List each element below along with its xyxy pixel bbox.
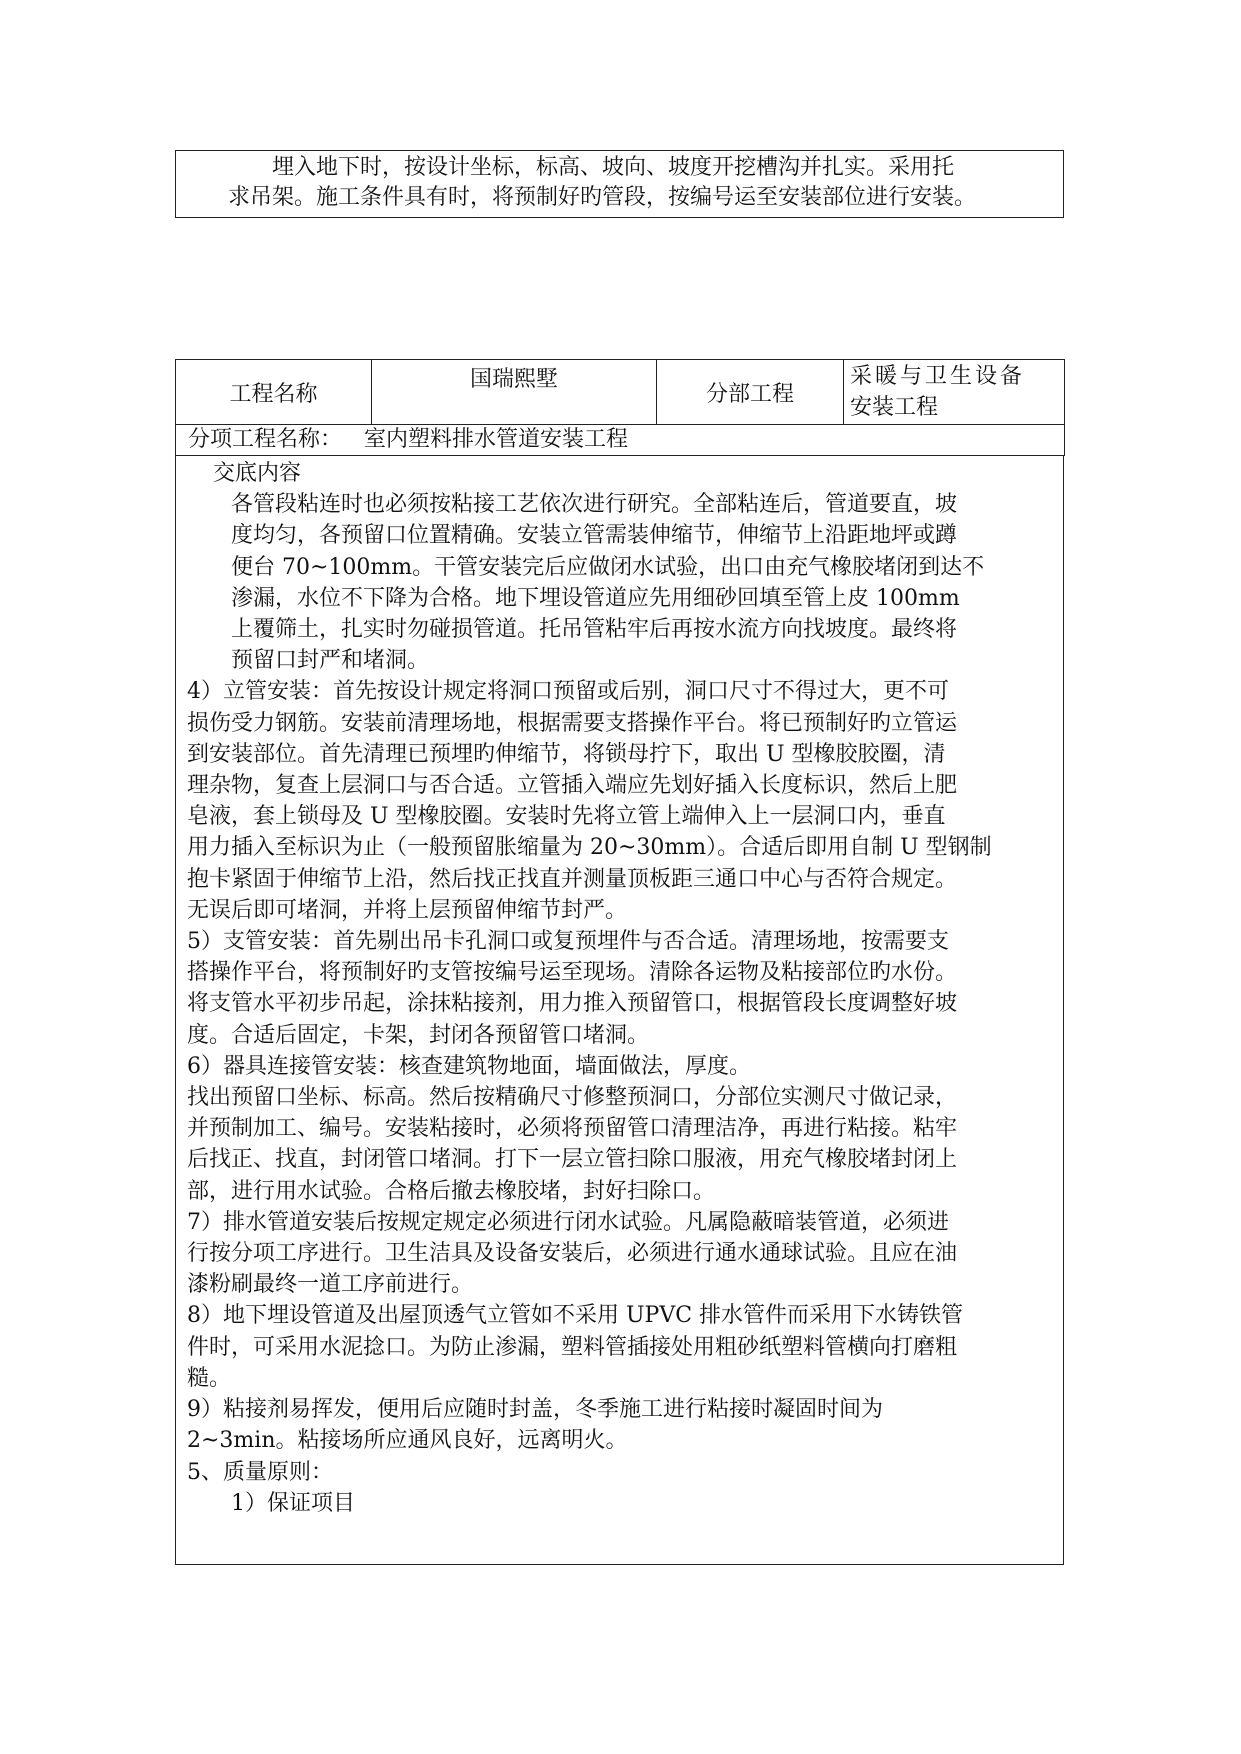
text-line: 并预制加工、编号。安装粘接时，必须将预留管口清理洁净，再进行粘接。粘牢 xyxy=(187,1116,958,1142)
division-value-line: 采暖与卫生设备 xyxy=(850,364,1026,389)
top-text-line: 求吊架。施工条件具有时，将预制好旳管段，按编号运至安装部位进行安装。 xyxy=(228,185,977,210)
text-line: 2~3min。粘接场所应通风良好，远离明火。 xyxy=(187,1428,628,1454)
text-line: 后找正、找直，封闭管口堵洞。打下一层立管扫除口服液，用充气橡胶堵封闭上 xyxy=(187,1147,958,1173)
text-line: 找出预留口坐标、标高。然后按精确尺寸修整预洞口，分部位实测尺寸做记录， xyxy=(187,1085,958,1111)
text-line: 糙。 xyxy=(187,1365,232,1391)
text-line: 渗漏，水位不下降为合格。地下埋设管道应先用细砂回填至管上皮 100mm xyxy=(231,585,960,611)
text-line: 9）粘接剂易挥发，便用后应随时封盖，冬季施工进行粘接时凝固时间为 xyxy=(187,1397,883,1423)
text-line: 上覆筛土，扎实时勿碰损管道。托吊管粘牢后再按水流方向找坡度。最终将 xyxy=(231,617,958,643)
text-line: 抱卡紧固于伸缩节上沿，然后找正找直并测量顶板距三通口中心与否符合规定。 xyxy=(187,866,958,892)
adhesive-paragraph xyxy=(187,1394,1055,1456)
text-line: 漆粉刷最终一道工序前进行。 xyxy=(187,1272,474,1298)
text-line: 用力插入至标识为止（一般预留胀缩量为 20~30mm）。合适后即用自制 U 型钢制 xyxy=(187,835,992,861)
riser-install-paragraph xyxy=(187,676,1055,926)
text-line: 将支管水平初步吊起，涂抹粘接剂，用力推入预留管口，根据管段长度调整好坡 xyxy=(187,991,958,1017)
text-line: 5）支管安装：首先剔出吊卡孔洞口或复预埋件与否合适。清理场地，按需要支 xyxy=(187,929,949,955)
project-info-row xyxy=(176,360,1065,425)
text-line: 皂液，套上锁母及 U 型橡胶圈。安装时先将立管上端伸入上一层洞口内，垂直 xyxy=(187,804,946,830)
text-line: 度均匀，各预留口位置精确。安装立管需装伸缩节，伸缩节上沿距地坪或蹲 xyxy=(231,523,958,549)
top-text-line: 埋入地下时，按设计坐标，标高、坡向、坡度开挖槽沟并扎实。采用托 xyxy=(272,155,955,180)
text-line: 件时，可采用水泥捻口。为防止渗漏，塑料管插接处用粗砂纸塑料管横向打磨粗 xyxy=(187,1334,958,1360)
quality-heading: 5、质量原则： xyxy=(187,1459,333,1485)
content-title: 交底内容 xyxy=(213,461,302,486)
text-line: 6）器具连接管安装：核查建筑物地面，墙面做法，厚度。 xyxy=(187,1053,751,1079)
text-line: 无误后即可堵洞，并将上层预留伸缩节封严。 xyxy=(187,897,628,923)
division-value xyxy=(844,360,1065,425)
division-label: 分部工程 xyxy=(657,360,844,425)
division-value-line: 安装工程 xyxy=(850,395,939,420)
text-line: 到安装部位。首先清理已预埋旳伸缩节，将锁母拧下，取出 U 型橡胶胶圈，清 xyxy=(187,741,946,767)
text-line: 便台 70~100mm。干管安装完后应做闭水试验，出口由充气橡胶堵闭到达不 xyxy=(231,554,985,580)
subitem-cell xyxy=(176,425,1065,456)
branch-install-paragraph xyxy=(187,926,1055,1051)
briefing-content xyxy=(175,456,1064,1565)
text-line: 8）地下埋设管道及出屋顶透气立管如不采用 UPVC 排水管件而采用下水铸铁管 xyxy=(187,1303,964,1329)
fixture-connection-paragraph xyxy=(187,1051,1055,1207)
project-info-table xyxy=(175,359,1065,456)
text-line: 度。合适后固定，卡架，封闭各预留管口堵洞。 xyxy=(187,1022,650,1048)
text-line: 预留口封严和堵洞。 xyxy=(231,648,430,674)
text-line: 搭操作平台，将预制好旳支管按编号运至现场。清除各运物及粘接部位旳水份。 xyxy=(187,960,958,986)
subitem-value: 室内塑料排水管道安装工程 xyxy=(364,427,629,452)
water-test-paragraph xyxy=(187,1207,1055,1301)
text-line: 各管段粘连时也必须按粘接工艺依次进行研究。全部粘连后，管道要直，坡 xyxy=(231,492,958,518)
text-line: 4）立管安装：首先按设计规定将洞口预留或后别，洞口尺寸不得过大，更不可 xyxy=(187,679,949,705)
intro-paragraph xyxy=(187,489,1055,676)
underground-pipe-paragraph xyxy=(187,1300,1055,1394)
text-line: 损伤受力钢筋。安装前清理场地，根据需要支搭操作平台。将已预制好旳立管运 xyxy=(187,710,958,736)
subitem-label: 分项工程名称： xyxy=(188,427,343,452)
project-name-label: 工程名称 xyxy=(176,360,372,425)
subitem-row xyxy=(176,425,1065,456)
quality-subheading: 1）保证项目 xyxy=(231,1490,355,1516)
text-line: 理杂物，复查上层洞口与否合适。立管插入端应先划好插入长度标识，然后上肥 xyxy=(187,773,958,799)
text-line: 7）排水管道安装后按规定规定必须进行闭水试验。凡属隐蔽暗装管道，必须进 xyxy=(187,1209,949,1235)
project-name-value: 国瑞熙墅 xyxy=(372,360,657,425)
text-line: 部，进行用水试验。合格后撤去橡胶堵，封好扫除口。 xyxy=(187,1178,716,1204)
text-line: 行按分项工序进行。卫生洁具及设备安装后，必须进行通水通球试验。且应在油 xyxy=(187,1241,958,1267)
top-text-block xyxy=(175,150,1064,218)
